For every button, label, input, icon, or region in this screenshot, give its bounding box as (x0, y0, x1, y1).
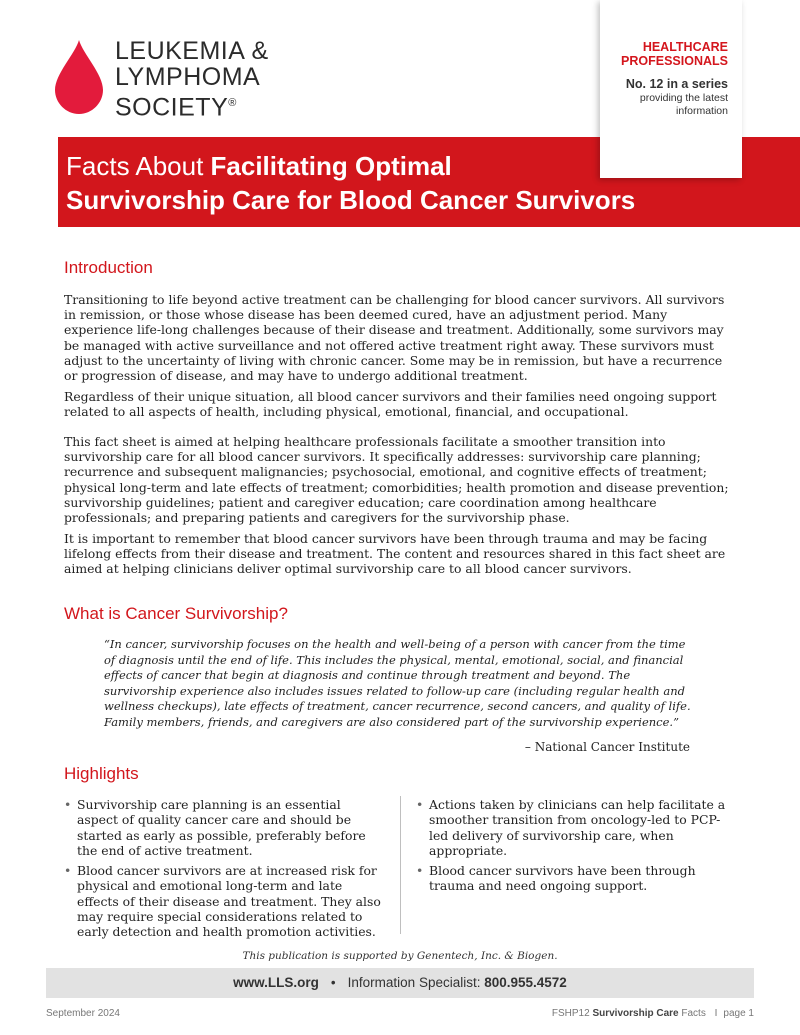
registered-mark: ® (228, 97, 237, 109)
intro-paragraph-2: Regardless of their unique situation, all blood cancer survivors and their families need ongoing support related to all aspects of health, including physical, emotional, financial, and occupational. (64, 389, 717, 420)
survivorship-heading: What is Cancer Survivorship? (64, 604, 288, 623)
page-title: Facts About Facilitating Optimal Survivorship Care for Blood Cancer Survivors (66, 151, 636, 215)
audience-label: HEALTHCARE PROFESSIONALS (621, 40, 728, 68)
logo-line-2: LYMPHOMA (115, 63, 261, 91)
list-item: • Blood cancer survivors have been through trauma and need ongoing support. (416, 863, 738, 894)
logo-line-1: LEUKEMIA & (115, 37, 269, 65)
column-divider (400, 796, 401, 934)
intro-paragraph-1: Transitioning to life beyond active treatment can be challenging for blood cancer survivors. All survivors in remission, or those whose disease has been deemed cured, have an adjustment period. Many experience life-long challenges because of their disease and treatment. Additionally, some survivors may be managed with active surveillance and not offered active treatment right away. These survivors must adjust to the uncertainty of living with chronic cancer. Some may be in remission, but have a recurrence or progression of disease, and may have to undergo additional treatment. (64, 292, 725, 384)
contact-bar (46, 968, 754, 998)
intro-paragraph-4: It is important to remember that blood cancer survivors have been through trauma and may be facing lifelong effects from their disease and treatment. The content and resources shared in this fact sheet are aimed at helping clinicians deliver optimal survivorship care to all blood cancer survivors. (64, 531, 726, 577)
nci-quote: “In cancer, survivorship focuses on the health and well-being of a person with cancer from the time of diagnosis until the end of life. This includes the physical, mental, emotional, social, and financial effects of cancer that begin at diagnosis and continue through treatment and beyond. The survivorship experience also includes issues related to follow-up care (including regular health and wellness checkups), late effects of treatment, cancer recurrence, second cancers, and quality of life. Family members, friends, and caregivers are also considered part of the survivorship experience.” (104, 637, 691, 729)
list-item: • Actions taken by clinicians can help facilitate a smoother transition from oncology-led to PCP-led delivery of survivorship care, when appropriate. (416, 797, 738, 858)
series-number: No. 12 in a series (625, 77, 728, 91)
quote-attribution: – National Cancer Institute (524, 740, 690, 754)
logo-wordmark (115, 38, 269, 120)
page-number: page 1 (723, 1008, 754, 1019)
blood-drop-icon (55, 40, 103, 114)
highlights-right-list (416, 797, 738, 899)
page-footer: FSHP12 Survivorship Care Facts I page 1 (551, 1008, 754, 1019)
lls-logo (55, 37, 315, 122)
logo-line-3: SOCIETY (115, 93, 229, 122)
introduction-heading: Introduction (64, 258, 153, 277)
list-item: • Survivorship care planning is an essential aspect of quality cancer care and should be started as early as possible, preferably before the end of active treatment. (64, 797, 382, 858)
highlights-left-list (64, 797, 382, 945)
website-link[interactable]: www.LLS.org (233, 975, 319, 990)
separator-dot: • (330, 975, 336, 990)
series-tab (600, 0, 742, 178)
list-item: • Blood cancer survivors are at increased risk for physical and emotional long-term and late effects of their disease and treatment. They also may require special considerations related to early detection and health promotion activities. (64, 863, 382, 939)
publication-date: September 2024 (46, 1008, 120, 1019)
info-specialist-label: Information Specialist: (347, 975, 485, 990)
support-statement: This publication is supported by Genentech, Inc. & Biogen. (242, 950, 558, 962)
intro-paragraph-3: This fact sheet is aimed at helping healthcare professionals facilitate a smoother transition into survivorship care for all blood cancer survivors. It specifically addresses: survivorship care planning; recurrence and subsequent malignancies; psychosocial, emotional, and cognitive effects of treatment; physical long-term and late effects of treatment; comorbidities; health promotion and disease prevention; survivorship guidelines; patient and caregiver education; care coordination among healthcare professionals; and preparing patients and caregivers for the survivorship phase. (64, 434, 729, 526)
phone-number[interactable]: 800.955.4572 (484, 975, 567, 990)
highlights-heading: Highlights (64, 764, 139, 783)
series-description: providing the latest information (639, 92, 728, 117)
